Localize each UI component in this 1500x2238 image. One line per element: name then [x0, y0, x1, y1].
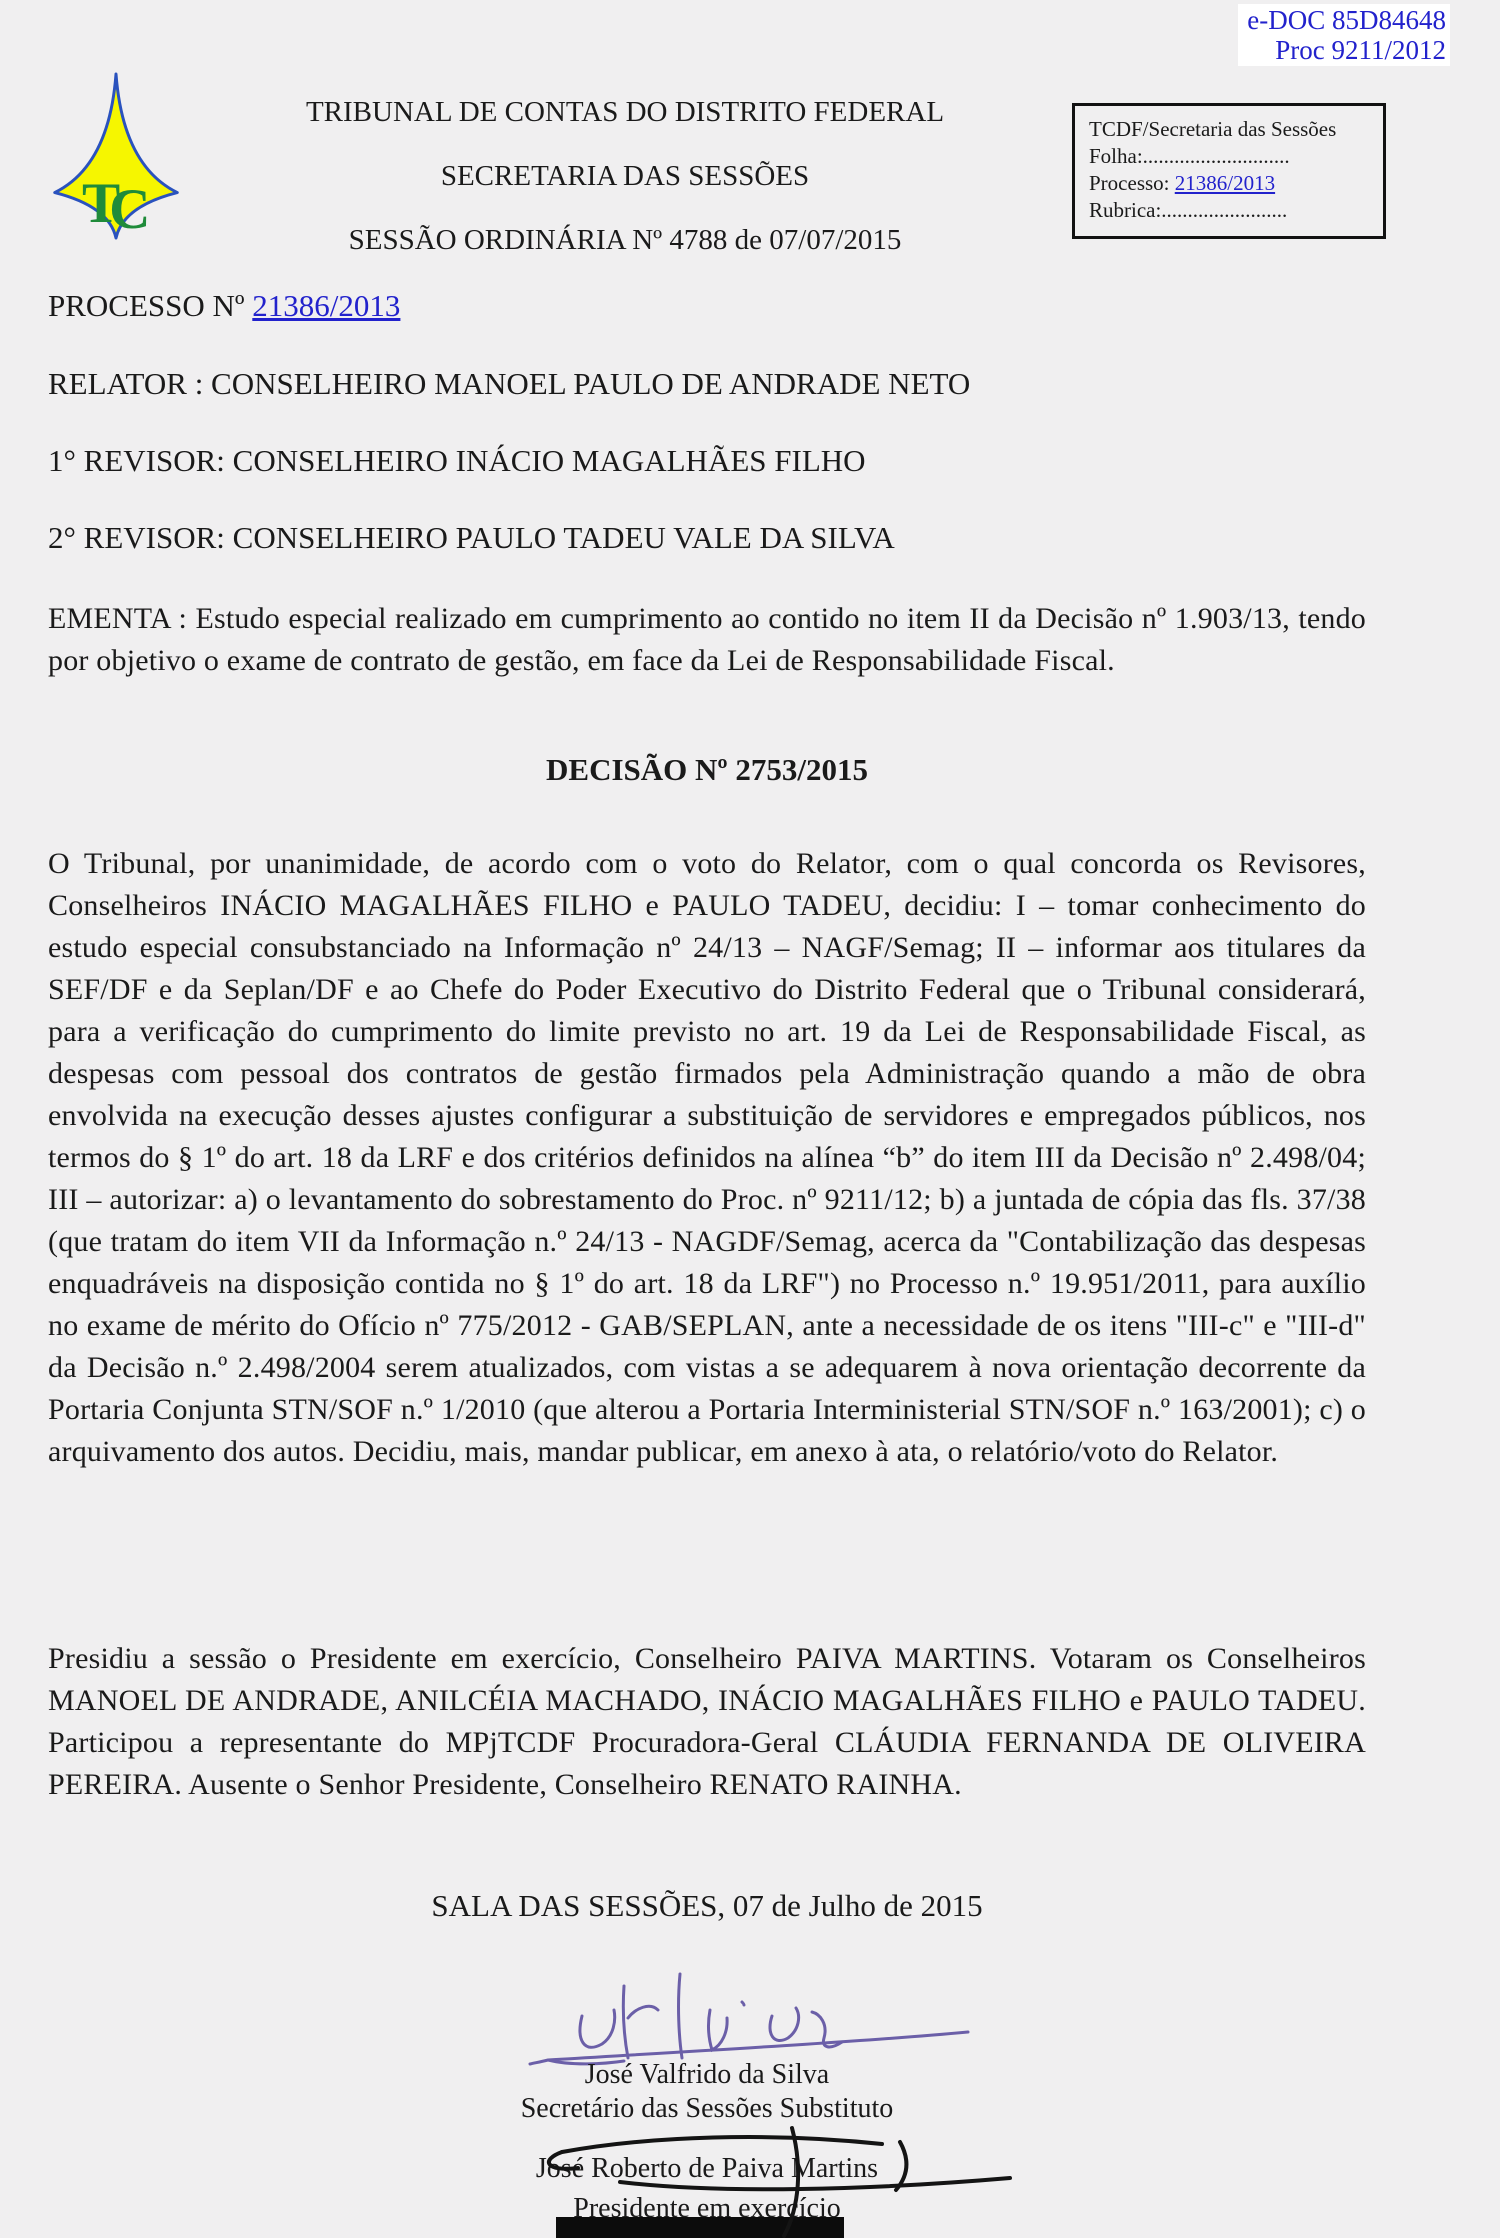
signatory2-role: Presidente em exercício [573, 2193, 841, 2224]
stamp-title: TCDF/Secretaria das Sessões [1089, 117, 1337, 141]
sala-line: SALA DAS SESSÕES, 07 de Julho de 2015 [431, 1888, 983, 1923]
stamp-folha: Folha:............................ [1089, 144, 1290, 168]
edoc-number: e-DOC 85D84648 [1247, 5, 1446, 35]
stamp-processo-label: Processo: [1089, 171, 1175, 195]
decision-title: DECISÃO Nº 2753/2015 [546, 752, 868, 787]
edoc-proc-number: Proc 9211/2012 [1275, 35, 1446, 65]
stamp-processo-link[interactable]: 21386/2013 [1174, 171, 1276, 195]
stamp-box [1072, 103, 1386, 239]
process-link[interactable]: 21386/2013 [252, 288, 401, 323]
revisor1-line: 1° REVISOR: CONSELHEIRO INÁCIO MAGALHÃES FILHO [48, 443, 866, 478]
stamp-rubrica: Rubrica:........................ [1089, 198, 1288, 222]
stamp-processo [1089, 170, 1371, 197]
svg-text:C: C [109, 178, 151, 240]
signatory1-role: Secretário das Sessões Substituto [520, 2093, 894, 2124]
header-secretariat: SECRETARIA DAS SESSÕES [440, 160, 810, 192]
revisor2-line: 2° REVISOR: CONSELHEIRO PAULO TADEU VALE DA SILVA [48, 520, 895, 555]
signature1-ink [520, 1968, 980, 2068]
edoc-badge [1238, 4, 1450, 66]
header-session: SESSÃO ORDINÁRIA Nº 4788 de 07/07/2015 [348, 224, 902, 256]
tcdf-star-icon [50, 72, 182, 240]
process-label: PROCESSO Nº [48, 288, 253, 323]
tcdf-logo [50, 72, 182, 240]
attendance-paragraph: Presidiu a sessão o Presidente em exercício, Conselheiro PAIVA MARTINS. Votaram os Conselheiros MANOEL DE ANDRADE, ANILCÉIA MACHADO, INÁCIO MAGALHÃES FILHO e PAULO TADEU. Participou a representante do MPjTCDF Procuradora-Geral CLÁUDIA FERNANDA DE OLIVEIRA PEREIRA. Ausente o Senhor Presidente, Conselheiro RENATO RAINHA. [48, 1642, 1366, 1801]
ementa-paragraph: EMENTA : Estudo especial realizado em cumprimento ao contido no item II da Decisão nº 1.903/13, tendo por objetivo o exame de contrato de gestão, em face da Lei de Responsabilidade Fiscal. [48, 602, 1366, 677]
header-court-name: TRIBUNAL DE CONTAS DO DISTRITO FEDERAL [305, 96, 945, 128]
signatory2-name: José Roberto de Paiva Martins [535, 2153, 879, 2184]
process-line [48, 288, 400, 324]
signatory1-name: José Valfrido da Silva [584, 2059, 830, 2090]
svg-text:T: T [82, 172, 121, 236]
relator-line: RELATOR : CONSELHEIRO MANOEL PAULO DE ANDRADE NETO [48, 366, 971, 401]
decision-body-paragraph: O Tribunal, por unanimidade, de acordo com o voto do Relator, com o qual concorda os Revisores, Conselheiros INÁCIO MAGALHÃES FILHO e PAULO TADEU, decidiu: I – tomar conhecimento do estudo especial consubstanciado na Informação nº 24/13 – NAGF/Semag; II – informar aos titulares da SEF/DF e da Seplan/DF e ao Chefe do Poder Executivo do Distrito Federal que o Tribunal considerará, para a verificação do cumprimento do limite previsto no art. 19 da Lei de Responsabilidade Fiscal, as despesas com pessoal dos contratos de gestão firmados pela Administração quando a mão de obra envolvida na execução desses ajustes configurar a substituição de servidores e empregados públicos, nos termos do § 1º do art. 18 da LRF e dos critérios definidos na alínea “b” do item III da Decisão nº 2.498/04; III – autorizar: a) o levantamento do sobrestamento do Proc. nº 9211/12; b) a juntada de cópia das fls. 37/38 (que tratam do item VII da Informação n.º 24/13 - NAGDF/Semag, acerca da "Contabilização das despesas enquadráveis na disposição contida no § 1º do art. 18 da LRF") no Processo n.º 19.951/2011, para auxílio no exame de mérito do Ofício nº 775/2012 - GAB/SEPLAN, ante a necessidade de os itens "III-c" e "III-d" da Decisão n.º 2.498/2004 serem atualizados, com vistas a se adequarem à nova orientação decorrente da Portaria Conjunta STN/SOF n.º 1/2010 (que alterou a Portaria Interministerial STN/SOF n.º 163/2001); c) o arquivamento dos autos. Decidiu, mais, mandar publicar, em anexo à ata, o relatório/voto do Relator. [48, 847, 1366, 1468]
